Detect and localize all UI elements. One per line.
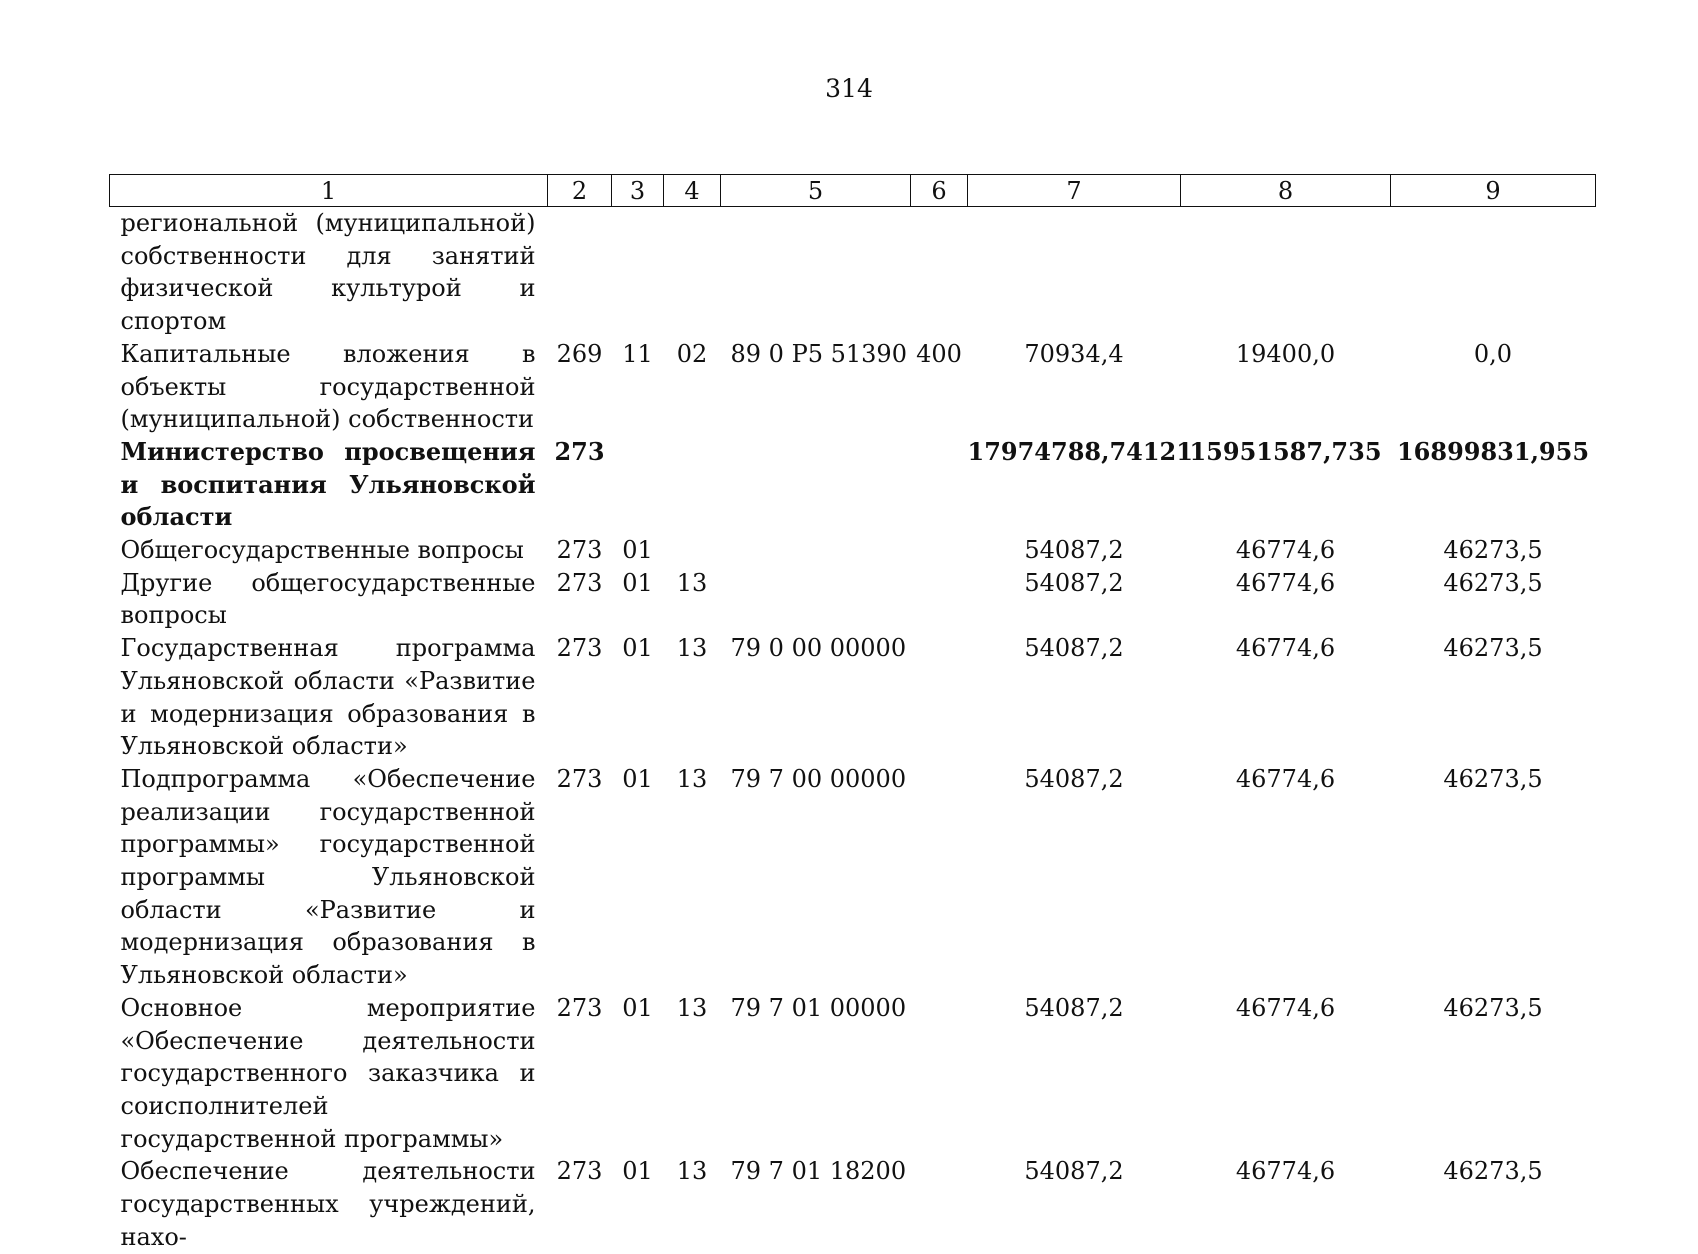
row-amount-cell: 15951587,735 [1189, 436, 1382, 466]
row-amount-cell: 46774,6 [1235, 568, 1336, 597]
row-code-cell [721, 436, 911, 534]
row-code-cell [612, 436, 664, 534]
row-code-cell [664, 207, 721, 338]
table-row [110, 338, 1596, 436]
column-header: 9 [1391, 175, 1596, 207]
row-amount-cell: 46273,5 [1443, 536, 1543, 565]
row-amount-cell: 54087,2 [1024, 993, 1124, 1022]
row-code-cell: 89 0 P5 51390 [730, 339, 907, 368]
row-amount-cell [1391, 207, 1596, 338]
row-code-cell: 79 7 00 00000 [730, 764, 907, 793]
page-number: 314 [825, 74, 873, 103]
row-amount-cell: 54087,2 [1024, 1157, 1124, 1186]
row-amount-cell: 46774,6 [1235, 634, 1336, 663]
row-code-cell: 273 [556, 993, 603, 1022]
row-code-cell [911, 436, 968, 534]
row-amount-cell: 46774,6 [1235, 1157, 1336, 1186]
column-header: 7 [968, 175, 1181, 207]
row-amount-cell: 54087,2 [1024, 568, 1124, 597]
row-code-cell: 01 [622, 993, 653, 1022]
column-header: 4 [664, 175, 721, 207]
row-code-cell: 01 [622, 568, 653, 597]
row-amount-cell: 46273,5 [1443, 634, 1543, 663]
row-code-cell [911, 567, 968, 632]
row-code-cell [548, 207, 612, 338]
row-code-cell: 79 0 00 00000 [730, 634, 907, 663]
row-name-cell: Подпрограмма «Обеспечение реализации государственной программы» государственной программы Ульяновской области «Развитие и модернизация образования в Ульяновской области» [120, 764, 536, 990]
row-code-cell: 13 [676, 1157, 708, 1186]
row-code-cell [612, 207, 664, 338]
row-code-cell: 269 [556, 339, 603, 368]
table-row [110, 992, 1596, 1156]
row-amount-cell: 54087,2 [1024, 536, 1124, 565]
row-code-cell: 273 [556, 634, 603, 663]
row-amount-cell: 46774,6 [1235, 993, 1336, 1022]
row-amount-cell: 0,0 [1473, 339, 1513, 368]
row-code-cell: 13 [676, 764, 708, 793]
table-row [110, 1155, 1596, 1253]
row-amount-cell: 70934,4 [1024, 339, 1124, 368]
row-amount-cell: 54087,2 [1024, 764, 1124, 793]
column-header: 3 [612, 175, 664, 207]
row-code-cell [721, 534, 911, 567]
column-header: 6 [911, 175, 968, 207]
row-code-cell: 13 [676, 634, 708, 663]
row-amount-cell: 19400,0 [1235, 339, 1336, 368]
row-name-cell: Обеспечение деятельности государственных учреждений, нахо- [120, 1157, 536, 1251]
column-header: 1 [110, 175, 548, 207]
row-code-cell: 79 7 01 00000 [730, 993, 907, 1022]
row-code-cell: 273 [556, 764, 603, 793]
row-amount-cell: 46273,5 [1443, 1157, 1543, 1186]
row-code-cell: 273 [556, 568, 603, 597]
row-code-cell [664, 534, 721, 567]
row-code-cell: 273 [554, 436, 605, 466]
row-name-cell: Основное мероприятие «Обеспечение деятельности государственного заказчика и соисполнителей государственной программы» [120, 993, 536, 1153]
row-code-cell [664, 436, 721, 534]
header-row [110, 175, 1596, 207]
row-code-cell [721, 567, 911, 632]
table-row [110, 534, 1596, 567]
row-amount-cell: 46774,6 [1235, 536, 1336, 565]
row-code-cell [911, 534, 968, 567]
row-code-cell: 01 [622, 536, 653, 565]
row-name-cell: Капитальные вложения в объекты государственной (муниципальной) собственности [120, 339, 536, 434]
row-name-cell: Государственная программа Ульяновской области «Развитие и модернизация образования в Ульяновской области» [120, 634, 536, 761]
row-code-cell: 400 [916, 339, 962, 368]
row-amount-cell: 16899831,955 [1396, 436, 1590, 466]
table-row [110, 436, 1596, 534]
table-row [110, 207, 1596, 338]
row-code-cell [911, 763, 968, 992]
row-name-cell: Министерство просвещения и воспитания Ульяновской области [120, 436, 536, 532]
table-row [110, 567, 1596, 632]
row-amount-cell [968, 207, 1181, 338]
row-code-cell: 11 [622, 339, 653, 368]
row-amount-cell: 46774,6 [1235, 764, 1336, 793]
row-code-cell: 273 [556, 1157, 603, 1186]
column-header: 2 [548, 175, 612, 207]
table-row [110, 763, 1596, 992]
row-name-cell: Общегосударственные вопросы [120, 536, 524, 565]
row-code-cell: 13 [676, 568, 708, 597]
row-amount-cell: 46273,5 [1443, 993, 1543, 1022]
row-code-cell: 02 [676, 339, 708, 368]
row-amount-cell: 54087,2 [1024, 634, 1124, 663]
column-header: 8 [1181, 175, 1391, 207]
row-name-cell: региональной (муниципальной) собственности для занятий физической культурой и спортом [120, 209, 536, 336]
row-amount-cell: 46273,5 [1443, 568, 1543, 597]
row-code-cell: 79 7 01 18200 [730, 1157, 907, 1186]
budget-table [109, 174, 1596, 1254]
row-code-cell: 01 [622, 634, 653, 663]
row-name-cell: Другие общегосударственные вопросы [120, 568, 536, 630]
row-code-cell: 13 [676, 993, 708, 1022]
row-amount-cell [1181, 207, 1391, 338]
row-code-cell [721, 207, 911, 338]
row-code-cell [911, 992, 968, 1156]
table-body [110, 207, 1596, 1254]
row-amount-cell: 46273,5 [1443, 764, 1543, 793]
row-code-cell: 01 [622, 764, 653, 793]
row-code-cell [911, 207, 968, 338]
column-header: 5 [721, 175, 911, 207]
row-code-cell: 273 [556, 536, 603, 565]
row-code-cell: 01 [622, 1157, 653, 1186]
row-code-cell [911, 632, 968, 763]
table-header [110, 175, 1596, 207]
table-row [110, 632, 1596, 763]
row-code-cell [911, 1155, 968, 1253]
row-amount-cell: 17974788,74121 [967, 436, 1193, 466]
